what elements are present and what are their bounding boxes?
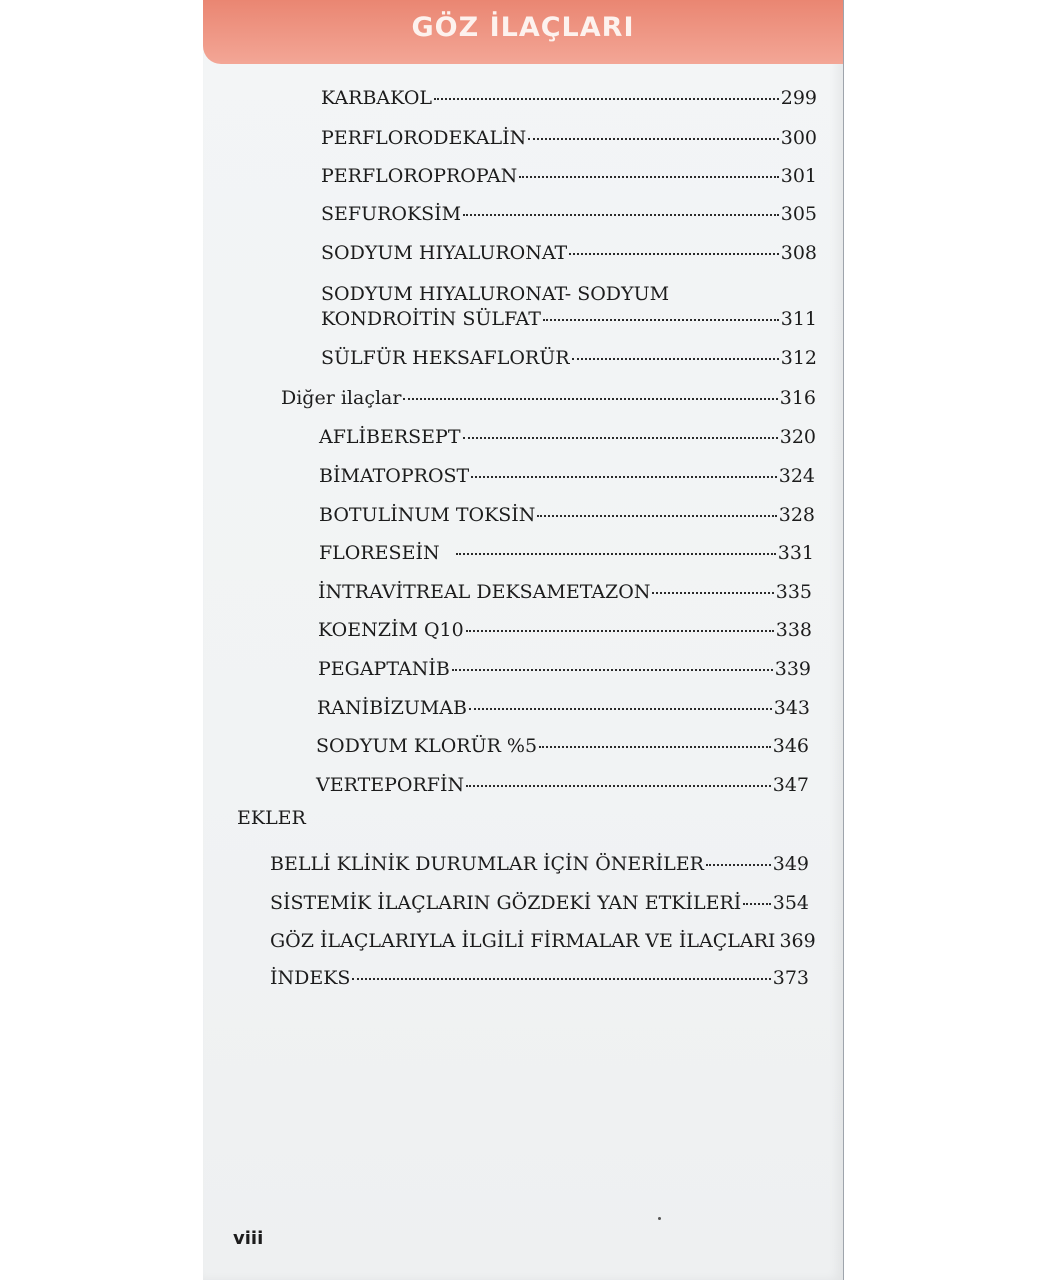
dot-leader — [706, 864, 771, 866]
toc-entry — [316, 734, 809, 758]
dot-leader — [466, 630, 774, 632]
toc-entry-page: 354 — [772, 892, 809, 914]
toc-entry-label: GÖZ İLAÇLARIYLA İLGİLİ FİRMALAR VE İLAÇLARI — [270, 930, 776, 952]
toc-entry-label: SEFUROKSİM — [321, 203, 462, 225]
toc-entry-label: SODYUM HIYALURONAT — [321, 242, 568, 264]
page-number: viii — [233, 1228, 264, 1249]
toc-entry-page: 343 — [773, 697, 810, 719]
toc-heading-page: 316 — [779, 387, 816, 409]
toc-entry-page: 369 — [779, 930, 816, 952]
dot-leader — [466, 785, 771, 787]
dot-leader — [519, 176, 778, 178]
toc-entry-label: KARBAKOL — [321, 87, 433, 109]
dot-leader — [528, 138, 779, 140]
toc-entry — [321, 241, 817, 265]
toc-entry-label: PERFLOROPROPAN — [321, 165, 518, 187]
toc-entry-page: 308 — [780, 242, 817, 264]
toc-entry-page: 347 — [772, 774, 809, 796]
dot-leader — [652, 592, 773, 594]
toc-entry-label: İNDEKS — [270, 967, 351, 989]
dot-leader — [569, 253, 779, 255]
toc-entry-page: 349 — [772, 853, 809, 875]
dot-leader — [743, 903, 770, 905]
toc-entry-label: BİMATOPROST — [319, 465, 470, 487]
dot-leader — [469, 708, 772, 710]
toc-entry-label: SÜLFÜR HEKSAFLORÜR — [321, 347, 570, 369]
toc-heading-label: Diğer ilaçlar — [281, 387, 402, 409]
toc-entry — [321, 126, 817, 150]
toc-entry — [321, 164, 817, 188]
toc-entry — [270, 929, 816, 953]
toc-entry-label: SODYUM KLORÜR %5 — [316, 735, 538, 757]
dot-leader — [403, 398, 777, 400]
page-title: GÖZ İLAÇLARI — [411, 12, 635, 43]
toc-entry — [321, 202, 817, 226]
toc-entry-label: AFLİBERSEPT — [319, 426, 461, 448]
toc-entry — [321, 86, 817, 110]
toc-entry — [321, 307, 817, 331]
toc-entry-page: 331 — [777, 542, 814, 564]
toc-entry-label: KONDROİTİN SÜLFAT — [321, 308, 541, 330]
toc-entry — [316, 773, 809, 797]
toc-entry-page: 312 — [780, 347, 817, 369]
toc-entry — [318, 657, 811, 681]
toc-entry-page: 300 — [780, 127, 817, 149]
dot-leader — [539, 746, 771, 748]
toc-entry — [270, 852, 809, 876]
toc-entry — [318, 618, 812, 642]
toc-section-heading: EKLER — [237, 807, 306, 829]
toc-section-heading — [281, 386, 816, 410]
toc-entry-label: KOENZİM Q10 — [318, 619, 464, 641]
dot-leader — [434, 98, 779, 100]
dot-leader — [452, 669, 773, 671]
toc-entry-label: RANİBİZUMAB — [317, 697, 467, 719]
toc-entry — [319, 503, 815, 527]
dot-leader — [352, 978, 770, 980]
toc-entry-page: 299 — [780, 87, 817, 109]
toc-entry-label: BELLİ KLİNİK DURUMLAR İÇİN ÖNERİLER — [270, 853, 704, 875]
toc-entry-page: 328 — [778, 504, 815, 526]
toc-entry-label: İNTRAVİTREAL DEKSAMETAZON — [318, 581, 651, 603]
toc-entry — [318, 580, 812, 604]
dot-leader — [572, 358, 779, 360]
dot-leader — [463, 437, 778, 439]
dot-leader — [463, 214, 779, 216]
print-speck — [658, 1217, 661, 1220]
toc-entry-label: SİSTEMİK İLAÇLARIN GÖZDEKİ YAN ETKİLERİ — [270, 892, 742, 914]
toc-entry — [319, 425, 816, 449]
toc-entry-label: PEGAPTANİB — [318, 658, 450, 680]
toc-entry-page: 301 — [780, 165, 817, 187]
toc-entry-page: 335 — [775, 581, 812, 603]
toc-entry-label: PERFLORODEKALİN — [321, 127, 527, 149]
toc-entry — [270, 891, 809, 915]
dot-leader — [537, 515, 776, 517]
toc-entry — [270, 966, 809, 990]
toc-entry-page: 346 — [772, 735, 809, 757]
toc-entry-page: 373 — [772, 967, 809, 989]
toc-entry — [317, 696, 810, 720]
toc-entry-label: FLORESEİN — [319, 542, 440, 564]
dot-leader — [543, 319, 779, 321]
dot-leader — [471, 476, 777, 478]
book-page — [203, 0, 843, 1280]
dot-leader — [456, 553, 776, 555]
toc-entry — [319, 541, 814, 565]
toc-entry-page: 324 — [778, 465, 815, 487]
toc-entry-label-line1: SODYUM HIYALURONAT- SODYUM — [321, 283, 670, 305]
toc-entry-page: 320 — [779, 426, 816, 448]
toc-entry-page: 339 — [774, 658, 811, 680]
toc-entry-label: BOTULİNUM TOKSİN — [319, 504, 536, 526]
toc-entry-label: VERTEPORFİN — [316, 774, 465, 796]
toc-entry — [321, 346, 817, 370]
toc-entry-page: 338 — [775, 619, 812, 641]
toc-entry-page: 311 — [780, 308, 817, 330]
toc-entry — [319, 464, 815, 488]
toc-entry-page: 305 — [780, 203, 817, 225]
